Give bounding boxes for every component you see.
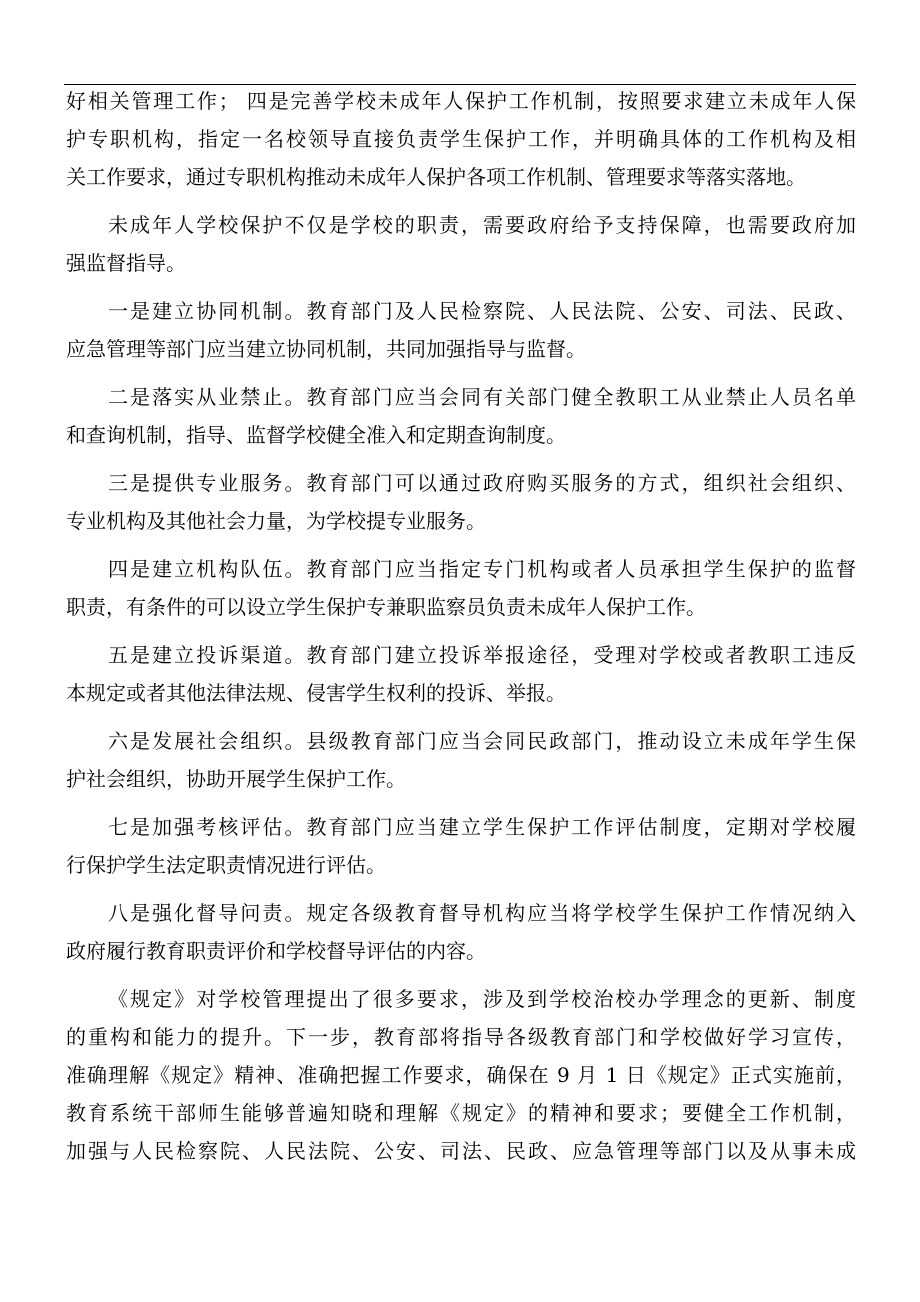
text-line: 二是落实从业禁止。教育部门应当会同有关部门健全教职工从业禁止人员名单 <box>108 385 856 409</box>
paragraph <box>66 378 856 454</box>
text-line: 好相关管理工作； 四是完善学校未成年人保护工作机制，按照要求建立未成年人保 <box>66 89 856 113</box>
text-line: 本规定或者其他法律法规、侵害学生权利的投诉、举报。 <box>66 681 566 705</box>
text-line: 七是加强考核评估。教育部门应当建立学生保护工作评估制度，定期对学校履 <box>108 815 856 839</box>
paragraph <box>66 808 856 884</box>
paragraph <box>66 292 856 368</box>
text-line: 教育系统干部师生能够普遍知晓和理解《规定》的精神和要求；要健全工作机制， <box>66 1101 856 1125</box>
text-line: 应急管理等部门应当建立协同机制，共同加强指导与监督。 <box>66 337 586 361</box>
text-line: 专业机构及其他社会力量，为学校提专业服务。 <box>66 509 486 533</box>
text-line: 一是建立协同机制。教育部门及人民检察院、人民法院、公安、司法、民政、 <box>108 299 856 323</box>
text-line: 和查询机制，指导、监督学校健全准入和定期查询制度。 <box>66 423 566 447</box>
text-line: 六是发展社会组织。县级教育部门应当会同民政部门，推动设立未成年学生保 <box>108 729 856 753</box>
text-line: 未成年人学校保护不仅是学校的职责，需要政府给予支持保障，也需要政府加 <box>108 213 856 237</box>
paragraph <box>66 550 856 626</box>
document-body <box>66 82 856 1180</box>
text-line: 准确理解《规定》精神、准确把握工作要求，确保在 9 月 1 日《规定》正式实施前， <box>66 1063 856 1087</box>
text-line: 五是建立投诉渠道。教育部门建立投诉举报途径，受理对学校或者教职工违反 <box>108 643 856 667</box>
text-line: 的重构和能力的提升。下一步，教育部将指导各级教育部门和学校做好学习宣传， <box>66 1025 856 1049</box>
text-line: 加强与人民检察院、人民法院、公安、司法、民政、应急管理等部门以及从事未成 <box>66 1139 856 1163</box>
paragraph <box>66 206 856 282</box>
text-line: 强监督指导。 <box>66 251 186 275</box>
paragraph <box>66 894 856 970</box>
paragraph <box>66 636 856 712</box>
text-line: 护专职机构，指定一名校领导直接负责学生保护工作，并明确具体的工作机构及相 <box>66 127 856 151</box>
paragraph <box>66 722 856 798</box>
text-line: 三是提供专业服务。教育部门可以通过政府购买服务的方式，组织社会组织、 <box>108 471 856 495</box>
text-line: 四是建立机构队伍。教育部门应当指定专门机构或者人员承担学生保护的监督 <box>108 557 856 581</box>
text-line: 行保护学生法定职责情况进行评估。 <box>66 853 386 877</box>
paragraph <box>66 980 856 1170</box>
paragraph <box>66 82 856 196</box>
text-line: 职责，有条件的可以设立学生保护专兼职监察员负责未成年人保护工作。 <box>66 595 706 619</box>
text-line: 护社会组织，协助开展学生保护工作。 <box>66 767 406 791</box>
text-line: 政府履行教育职责评价和学校督导评估的内容。 <box>66 939 486 963</box>
text-line: 八是强化督导问责。规定各级教育督导机构应当将学校学生保护工作情况纳入 <box>108 901 856 925</box>
paragraph <box>66 464 856 540</box>
text-line: 关工作要求，通过专职机构推动未成年人保护各项工作机制、管理要求等落实落地。 <box>66 165 806 189</box>
text-line: 《规定》对学校管理提出了很多要求，涉及到学校治校办学理念的更新、制度 <box>108 987 856 1011</box>
